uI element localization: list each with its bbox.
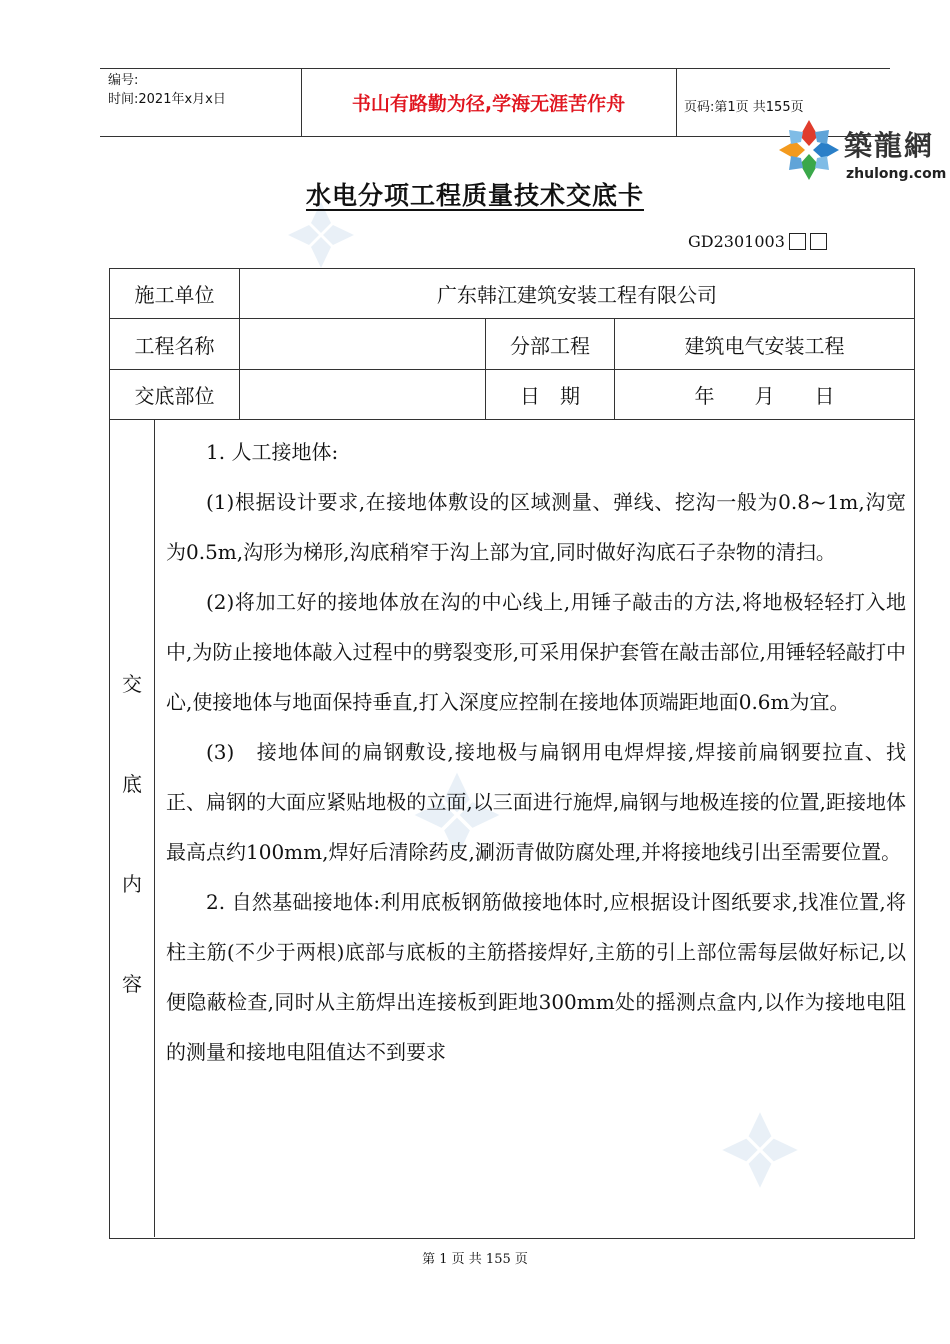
content-paragraph: 1. 人工接地体: [206,440,339,464]
content-paragraph: (3) 接地体间的扁钢敷设,接地极与扁钢用电焊焊接,焊接前扁钢要拉直、找正、扁钢的大面应紧贴地极的立面,以三面进行施焊,扁钢与地极连接的位置,距接地体最高点约100mm,焊好后清除药皮,涮沥青做防腐处理,并将接地线引出至需要位置。 [166,740,906,864]
handover-content [166,427,906,1077]
project-name-label: 工程名称 [134,333,215,358]
row-divider [110,419,914,420]
location-label: 交底部位 [134,384,215,408]
form-code-text: GD2301003 [688,232,785,251]
date-label: 日 期 [520,384,580,408]
content-side-label [110,420,154,1236]
form-code [688,232,827,251]
page-footer: 第 1 页 共 155 页 [422,1252,528,1267]
location-value[interactable] [240,370,485,419]
logo-brand: 築龍網 [844,129,935,162]
construction-unit-label: 施工单位 [134,283,215,307]
side-label-char: 交 [122,672,142,696]
handover-table [109,268,915,1239]
side-label-char: 内 [122,872,142,896]
page-title [0,176,950,212]
motto: 书山有路勤为径,学海无涯苦作舟 [301,69,677,136]
side-label-char: 容 [122,972,142,996]
content-paragraph: (1)根据设计要求,在接地体敷设的区域测量、弹线、挖沟一般为0.8~1m,沟宽为0.5m,沟形为梯形,沟底稍窄于沟上部为宜,同时做好沟底石子杂物的清扫。 [166,490,906,564]
logo-site: zhulong.com [846,166,947,182]
construction-unit-value[interactable]: 广东韩江建筑安装工程有限公司 [437,283,717,307]
content-paragraph: (2)将加工好的接地体放在沟的中心线上,用锤子敲击的方法,将地极轻轻打入地中,为防止接地体敲入过程中的劈裂变形,可采用保护套管在敲击部位,用锤轻轻敲打中心,使接地体与地面保持垂直,打入深度应控制在接地体顶端距地面0.6m为宜。 [166,590,906,714]
project-name-value[interactable] [240,319,485,369]
col-divider [154,419,155,1237]
document-header [100,68,890,137]
page-info: 页码:第1页 共155页 [684,100,804,115]
side-label-char: 底 [122,772,142,796]
code-checkbox-2[interactable] [810,233,827,250]
code-checkbox-1[interactable] [789,233,806,250]
content-paragraph: 2. 自然基础接地体:利用底板钢筋做接地体时,应根据设计图纸要求,找准位置,将柱主筋(不少于两根)底部与底板的主筋搭接焊好,主筋的引上部位需每层做好标记,以便隐蔽检查,同时从主筋焊出连接板到距地300mm处的摇测点盒内,以作为接地电阻的测量和接地电阻值达不到要求 [166,890,906,1064]
subproject-label: 分部工程 [510,333,590,358]
time-label: 时间:2021年x月x日 [108,92,226,107]
doc-number-label: 编号: [108,73,139,88]
header-meta [100,69,302,136]
subproject-value[interactable]: 建筑电气安装工程 [684,333,845,358]
page-title-text: 水电分项工程质量技术交底卡 [305,181,644,210]
date-value[interactable]: 年 月 日 [694,384,835,408]
